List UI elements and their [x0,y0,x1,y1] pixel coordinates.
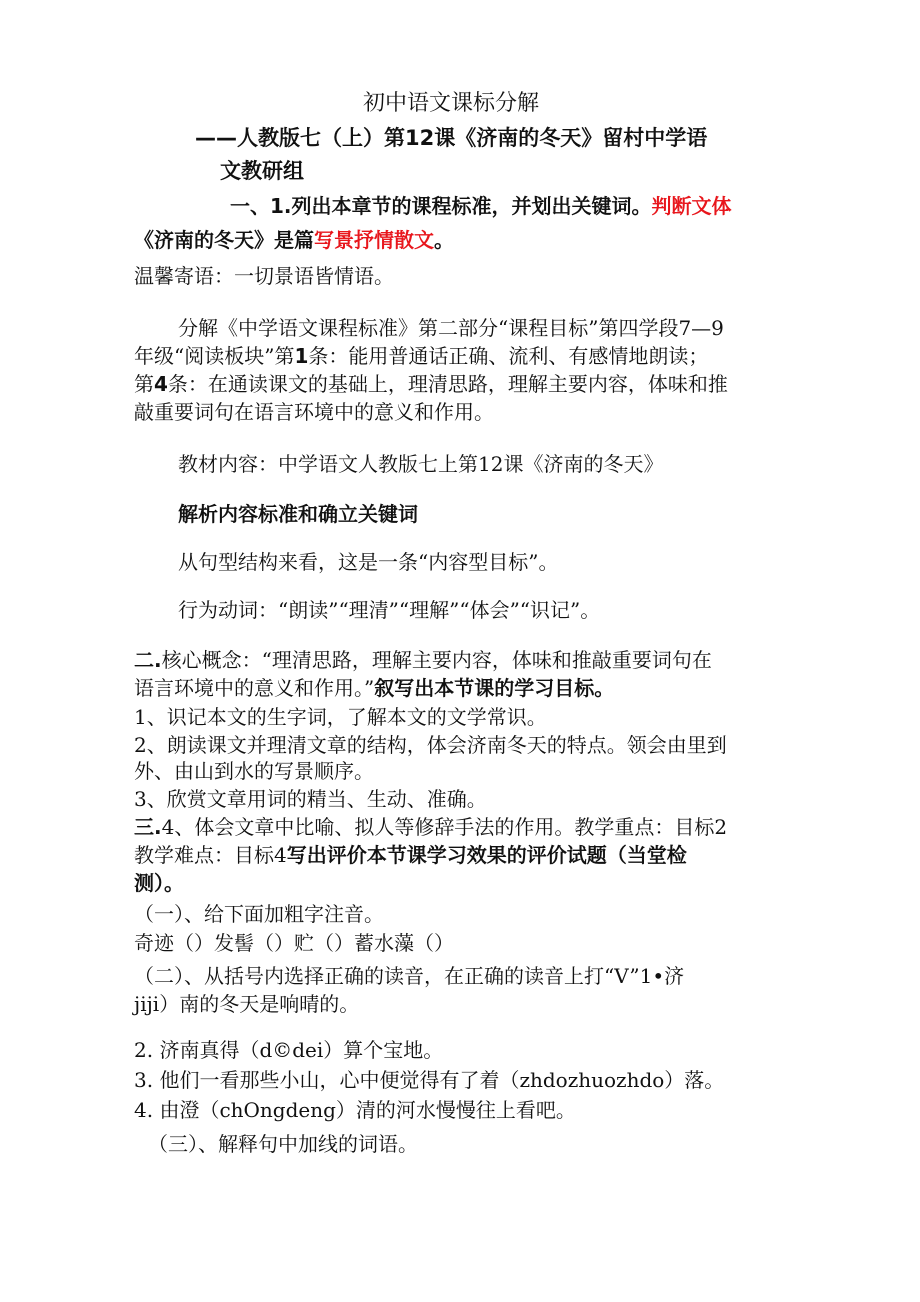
standard-line3-c: 条：在通读课文的基础上，理清思路，理解主要内容，体味和推 [167,372,728,396]
section-1-highlight: 判断文体 [651,194,732,218]
question-2-item-4: 4. 由澄（chOngdeng）清的河水慢慢往上看吧。 [134,1098,576,1122]
standard-line4: 敲重要词句在语言环境中的意义和作用。 [134,400,494,424]
section-3-line2 [134,841,687,869]
standard-line1: 分解《中学语文课程标准》第二部分“课程目标”第四学段7—9 [178,316,724,340]
standard-num-1: 1 [294,344,309,368]
section-2-text: 核心概念：“理清思路，理解主要内容，体味和推敲重要词句在 [161,648,712,672]
assessment-heading: 写出评价本节课学习效果的评价试题（当堂检 [286,843,687,867]
question-1-items: 奇迹（）发髻（）贮（）蓄水藻（） [134,931,454,955]
section-3-number: 三. [134,815,162,839]
section-1-text: 一、1.列出本章节的课程标准，并划出关键词。 [230,194,652,218]
section-3-line1 [134,813,727,841]
goals-heading: 叙写出本节课的学习目标。 [374,676,615,700]
question-2-item-2: 2. 济南真得（d©dei）算个宝地。 [134,1038,444,1062]
genre-highlight: 写景抒情散文 [314,228,434,252]
section-2-line1 [134,646,712,674]
standard-line3 [134,370,728,398]
section-2-number: 二. [134,648,162,672]
tip-line: 温馨寄语：一切景语皆情语。 [134,264,394,288]
question-2-item-3: 3. 他们一看那些小山，心中便觉得有了着（zhdozhuozhdo）落。 [134,1068,725,1092]
doc-subtitle-line1: ——人教版七（上）第12课《济南的冬天》留村中学语 [195,126,708,150]
question-2-line2: jiji）南的冬天是响晴的。 [134,992,360,1016]
section-3-text-2: 教学难点：目标4 [134,843,287,867]
standard-num-4: 4 [154,372,168,396]
section-1-text-2: 《济南的冬天》是篇 [134,228,314,252]
standard-line2 [134,342,708,370]
question-2-line1: （二）、从括号内选择正确的读音，在正确的读音上打“V”1•济 [134,964,685,988]
section-2-text-2: 语言环境中的意义和作用。” [134,676,375,700]
section-3-line3: 测）。 [134,871,184,895]
section-1-line1 [230,192,732,220]
material-line: 教材内容：中学语文人教版七上第12课《济南的冬天》 [178,452,664,476]
section-3-text: 4、体会文章中比喻、拟人等修辞手法的作用。教学重点：目标2 [161,815,728,839]
doc-title: 初中语文课标分解 [363,91,540,116]
section-2-line2 [134,674,614,702]
standard-line2-c: 条：能用普通话正确、流利、有感情地朗读； [308,344,709,368]
doc-subtitle-line2: 文教研组 [220,159,304,183]
goal-2-line1: 2、朗读课文并理清文章的结构，体会济南冬天的特点。领会由里到 [134,733,727,757]
verbs-line: 行为动词：“朗读”“理清”“理解”“体会”“识记”。 [178,598,601,622]
question-1-heading: （一）、给下面加粗字注音。 [134,902,384,926]
analysis-heading: 解析内容标准和确立关键词 [178,502,418,526]
structure-line: 从句型结构来看，这是一条“内容型目标”。 [178,550,559,574]
section-1-line2 [134,226,454,254]
standard-line2-a: 年级“阅读板块”第 [134,344,295,368]
goal-3: 3、欣赏文章用词的精当、生动、准确。 [134,787,487,811]
section-1-end: 。 [434,228,454,252]
standard-line3-a: 第 [134,372,154,396]
goal-2-line2: 外、由山到水的写景顺序。 [134,759,374,783]
goal-1: 1、识记本文的生字词，了解本文的文学常识。 [134,705,547,729]
question-3-heading: （三）、解释句中加线的词语。 [148,1132,418,1156]
